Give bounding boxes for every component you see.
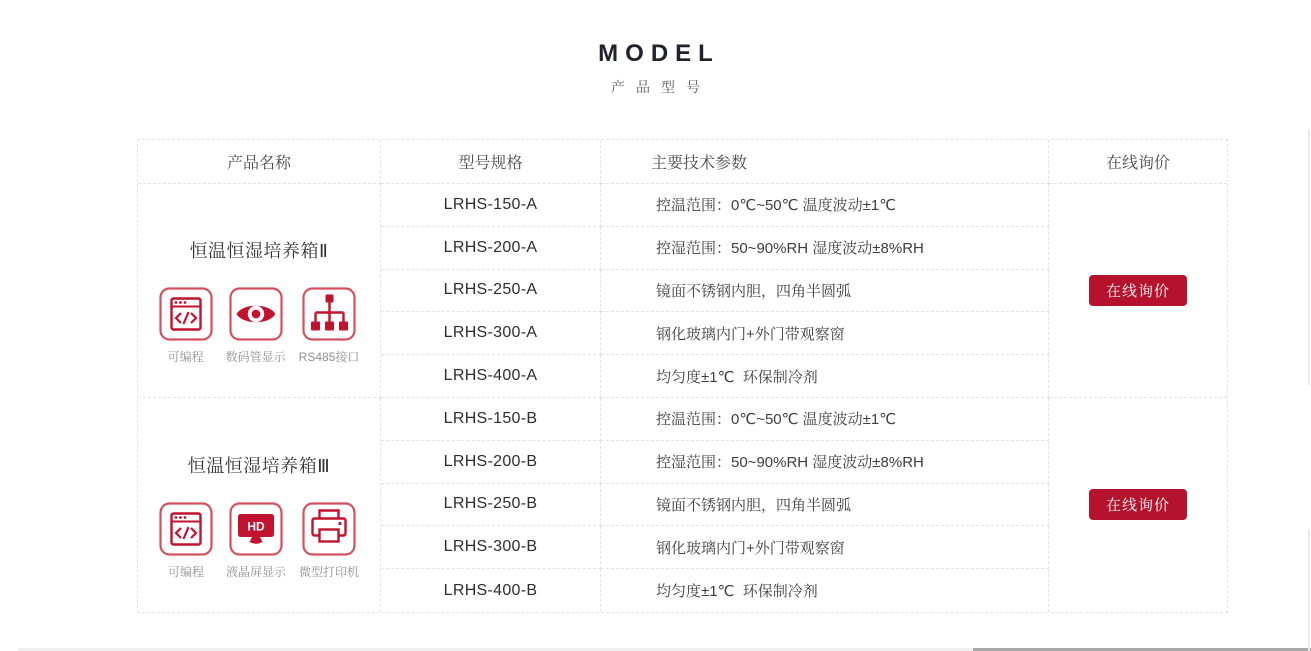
product-name: 恒温恒湿培养箱Ⅱ <box>189 241 329 262</box>
online-inquiry-button[interactable]: 在线询价 <box>1089 489 1187 520</box>
spec-cell: 钢化玻璃内门+外门带观察窗 <box>601 312 1049 355</box>
product-spec-table <box>137 139 1228 613</box>
product-cell-group-a <box>138 184 381 398</box>
column-header-product-name: 产品名称 <box>138 140 381 184</box>
feature-label: 微型打印机 <box>299 564 360 579</box>
feature-printer <box>299 502 359 580</box>
printer-icon <box>302 502 356 556</box>
spec-cell: 均匀度±1℃ 环保制冷剂 <box>601 569 1049 612</box>
spec-cell: 镜面不锈钢内胆，四角半圆弧 <box>601 484 1049 527</box>
model-cell: LRHS-300-B <box>381 526 601 569</box>
model-cell: LRHS-400-B <box>381 569 601 612</box>
product-cell-group-b <box>138 398 381 612</box>
feature-label: 液晶屏显示 <box>225 564 286 579</box>
feature-icons <box>159 287 360 365</box>
spec-cell: 钢化玻璃内门+外门带观察窗 <box>601 526 1049 569</box>
feature-programmable <box>159 502 213 580</box>
feature-label: 可编程 <box>167 350 204 365</box>
spec-cell: 控温范围：0℃~50℃ 温度波动±1℃ <box>601 398 1049 441</box>
model-cell: LRHS-150-A <box>381 184 601 227</box>
feature-rs485 <box>299 287 360 365</box>
network-tree-icon <box>302 287 356 341</box>
vertical-scrollbar-segment <box>1308 530 1310 651</box>
spec-cell: 控温范围：0℃~50℃ 温度波动±1℃ <box>601 184 1049 227</box>
spec-cell: 均匀度±1℃ 环保制冷剂 <box>601 355 1049 398</box>
column-header-specs: 主要技术参数 <box>601 140 1049 184</box>
inquiry-cell-group-a <box>1049 184 1227 398</box>
model-cell: LRHS-400-A <box>381 355 601 398</box>
model-cell: LRHS-200-A <box>381 227 601 270</box>
vertical-scrollbar-segment <box>1308 130 1310 385</box>
product-name: 恒温恒湿培养箱Ⅲ <box>187 455 331 476</box>
svg-text:HD: HD <box>247 519 265 534</box>
feature-digital-display <box>226 287 286 365</box>
spec-cell: 控湿范围：50~90%RH 湿度波动±8%RH <box>601 441 1049 484</box>
model-cell: LRHS-250-B <box>381 484 601 527</box>
inquiry-cell-group-b <box>1049 398 1227 612</box>
code-window-icon <box>159 287 213 341</box>
section-title: MODEL <box>598 40 720 67</box>
column-header-inquiry: 在线询价 <box>1049 140 1227 184</box>
model-cell: LRHS-300-A <box>381 312 601 355</box>
feature-label: 数码管显示 <box>225 350 286 365</box>
section-subtitle: 产品型号 <box>611 79 711 95</box>
model-cell: LRHS-250-A <box>381 270 601 313</box>
hd-screen-icon <box>229 502 283 556</box>
spec-cell: 镜面不锈钢内胆，四角半圆弧 <box>601 270 1049 313</box>
feature-lcd-display <box>226 502 286 580</box>
model-cell: LRHS-150-B <box>381 398 601 441</box>
feature-icons <box>159 502 359 580</box>
online-inquiry-button[interactable]: 在线询价 <box>1089 275 1187 306</box>
eye-icon <box>229 287 283 341</box>
section-header <box>0 40 1311 97</box>
code-window-icon <box>159 502 213 556</box>
column-header-model: 型号规格 <box>381 140 601 184</box>
feature-programmable <box>159 287 213 365</box>
model-cell: LRHS-200-B <box>381 441 601 484</box>
feature-label: 可编程 <box>167 564 204 579</box>
feature-label: RS485接口 <box>298 350 360 365</box>
spec-cell: 控湿范围：50~90%RH 湿度波动±8%RH <box>601 227 1049 270</box>
